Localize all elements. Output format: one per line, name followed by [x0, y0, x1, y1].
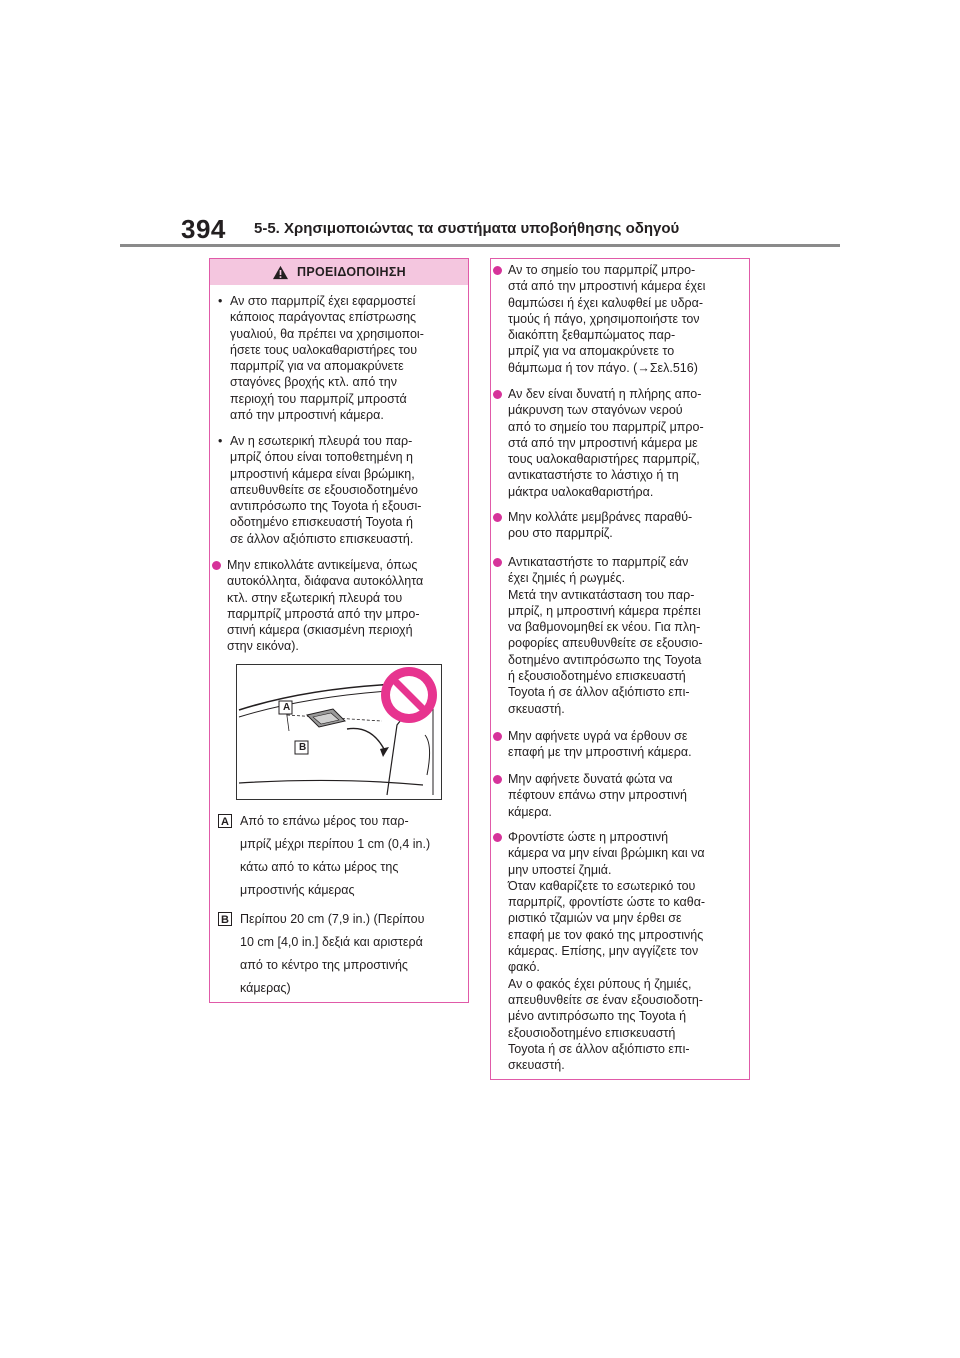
bullet-text: Αν στο παρμπρίζ έχει εφαρμοστεί κάποιος παράγοντας επίστρωσης γυαλιού, θα πρέπει να χρησιμοποι- ήσετε τους υαλοκαθαριστήρες του παρμπρίζ για να απομακρύνετε σταγόνες βροχής κτλ. από την περιοχή του παρμπρίζ μπροστά από την μπροστινή κάμερα.: [230, 294, 424, 423]
caption-letter: B: [218, 912, 232, 926]
dot-item-text: Μην επικολλάτε αντικείμενα, όπως αυτοκόλλητα, διάφανα αυτοκόλλητα κτλ. στην εξωτερική πλευρά του παρμπρίζ μπροστά από την μπρο- στινή κάμερα (σκιασμένη περιοχή στην εικόνα).: [227, 558, 424, 654]
warning-header: [210, 259, 468, 285]
right-item-6: Μην αφήνετε δυνατά φώτα να πέφτουν επάνω στην μπροστινή κάμερα.: [493, 771, 741, 820]
warning-title: ΠΡΟΕΙΔΟΠΟΙΗΣΗ: [297, 265, 406, 279]
header-divider: [120, 244, 840, 247]
bullet-dot-icon: [493, 513, 502, 522]
caption-letter: A: [218, 814, 232, 828]
bullet-dot-icon: [493, 266, 502, 275]
warning-triangle-icon: [272, 265, 289, 280]
bullet-dot-icon: [212, 561, 221, 570]
caption-text: Από το επάνω μέρος του παρ- μπρίζ μέχρι περίπου 1 cm (0,4 in.) κάτω από το κάτω μέρος της μπροστινής κάμερας: [240, 814, 431, 897]
warning-dot-item: [212, 557, 468, 655]
bullet-dot-icon: [493, 732, 502, 741]
page-number: 394: [181, 214, 226, 244]
prohibition-icon: [381, 667, 437, 723]
windshield-illustration: [237, 665, 441, 799]
figure-label-a: A: [283, 702, 291, 713]
caption-text: Περίπου 20 cm (7,9 in.) (Περίπου 10 cm [4,0 in.] δεξιά και αριστερά από το κέντρο της μπροστινής κάμερας): [240, 912, 425, 995]
bullet-text: Αν η εσωτερική πλευρά του παρ- μπρίζ όπου είναι τοποθετημένη η μπροστινή κάμερα είναι βρώμικη, απευθυνθείτε σε εξουσιοδοτημένο αντιπρόσωπο της Toyota ή εξουσι- οδοτημένο επισκευαστή Toyota ή σε άλλον αξιόπιστο επισκευαστή.: [230, 434, 422, 546]
right-item-3: Μην κολλάτε μεμβράνες παραθύ- ρου στο παρμπρίζ.: [493, 509, 741, 542]
warning-bullet-1: • Αν στο παρμπρίζ έχει εφαρμοστεί κάποιος παράγοντας επίστρωσης γυαλιού, θα πρέπει να χρησιμοποι- ήσετε τους υαλοκαθαριστήρες του παρμπρίζ για να απομακρύνετε σταγόνες βροχής κτλ. από την περιοχή του παρμπρίζ μπροστά από την μπροστινή κάμερα.: [218, 293, 466, 423]
windshield-camera-figure: [236, 664, 442, 800]
right-item-5: Μην αφήνετε υγρά να έρθουν σε επαφή με την μπροστινή κάμερα.: [493, 728, 741, 761]
right-item-1: Αν το σημείο του παρμπρίζ μπρο- στά από την μπροστινή κάμερα έχει θαμπώσει ή έχει καλυφθεί με υδρα- τμούς ή πάγο, χρησιμοποιήστε τον διακόπτη ξεθαμπώματος παρ- μπρίζ για να απομακρύνετε το θάμπωμα ή τον πάγο. (→Σελ.516): [493, 262, 741, 376]
figure-label-b: B: [299, 742, 307, 753]
right-item-4: Αντικαταστήστε το παρμπρίζ εάν έχει ζημιές ή ρωγμές. Μετά την αντικατάσταση του παρ- μπρίζ, η μπροστινή κάμερα πρέπει να βαθμονομηθεί εκ νέου. Για πλη- ροφορίες απευθυνθείτε σε εξουσιο- δοτημένο αντιπρόσωπο της Toyota ή εξουσιοδοτημένο επισκευαστή Toyota ή σε άλλον αξιόπιστο επι- σκευαστή.: [493, 554, 741, 717]
bullet-dot-icon: [493, 558, 502, 567]
section-title: 5-5. Χρησιμοποιώντας τα συστήματα υποβοήθησης οδηγού: [254, 220, 680, 237]
bullet-dot-icon: [493, 775, 502, 784]
right-item-2: Αν δεν είναι δυνατή η πλήρης απο- μάκρυνση των σταγόνων νερού από το σημείο του παρμπρίζ μπρο- στά από την μπροστινή κάμερα με τους υαλοκαθαριστήρες παρμπρίζ, αντικαταστήστε το λάστιχο ή τη μάκτρα υαλοκαθαριστήρα.: [493, 386, 741, 500]
right-item-7: Φροντίστε ώστε η μπροστινή κάμερα να μην είναι βρώμικη και να μην υποστεί ζημιά. Όταν καθαρίζετε το εσωτερικό του παρμπρίζ, φροντίστε ώστε το καθα- ριστικό τζαμιών να μην έρθει σε επαφή με τον φακό της μπροστινής κάμερας. Επίσης, μην αγγίζετε τον φακό. Αν ο φακός έχει ρύπους ή ζημιές, απευθυνθείτε σε έναν εξουσιοδοτη- μένο αντιπρόσωπο της Toyota ή εξουσιοδοτημένο επισκευαστή Toyota ή σε άλλον αξιόπιστο επι- σκευαστή.: [493, 829, 741, 1073]
warning-bullet-2: • Αν η εσωτερική πλευρά του παρ- μπρίζ όπου είναι τοποθετημένη η μπροστινή κάμερα είναι βρώμικη, απευθυνθείτε σε εξουσιοδοτημένο αντιπρόσωπο της Toyota ή εξουσι- οδοτημένο επισκευαστή Toyota ή σε άλλον αξιόπιστο επισκευαστή.: [218, 433, 466, 547]
bullet-dot-icon: [493, 833, 502, 842]
bullet-dot-icon: [493, 390, 502, 399]
